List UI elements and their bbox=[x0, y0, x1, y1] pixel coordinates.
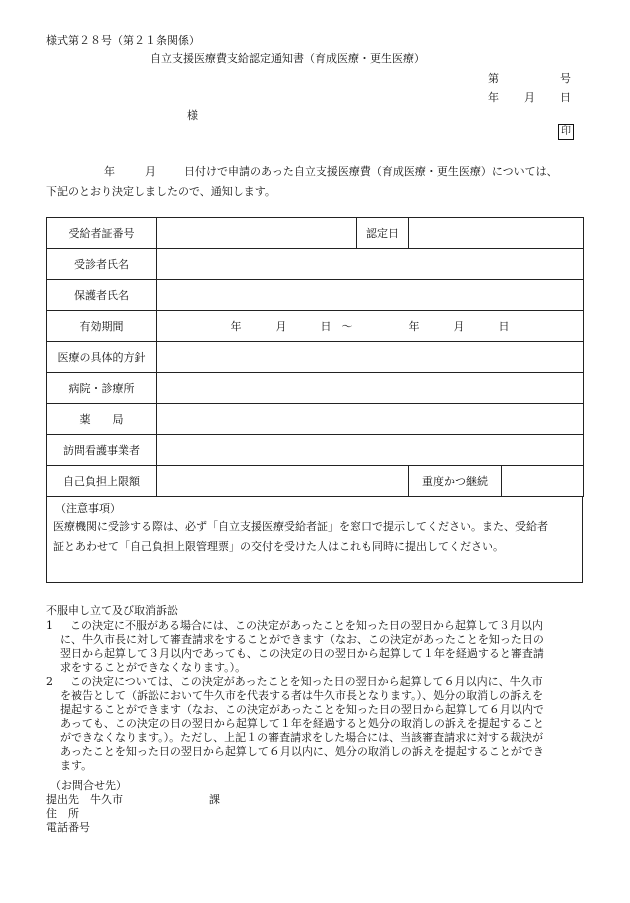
appeal-line: あっても、この決定の日の翌日から起算して１年を経過すると処分の取消しの訴えを提起すること bbox=[60, 717, 544, 730]
period-month-end: 月 bbox=[453, 320, 465, 333]
notice-line: 医療機関に受診する際は、必ず「自立支援医療受給者証」を窓口で提示してください。また、受給者 bbox=[53, 520, 548, 533]
copay-limit-field[interactable] bbox=[157, 466, 409, 497]
pharmacy-label: 薬 局 bbox=[47, 404, 157, 435]
guardian-name-label: 保護者氏名 bbox=[47, 280, 157, 311]
certified-date-label: 認定日 bbox=[357, 218, 409, 249]
intro-line2: 下記のとおり決定しましたので、通知します。 bbox=[46, 185, 276, 198]
treatment-policy-field[interactable] bbox=[157, 342, 584, 373]
appeal-item-number: 1 bbox=[46, 619, 53, 632]
notice-body bbox=[53, 517, 579, 557]
document-title: 自立支援医療費支給認定通知書（育成医療・更生医療） bbox=[150, 52, 425, 65]
form-number: 様式第２８号（第２１条関係） bbox=[46, 34, 200, 47]
notice-box bbox=[46, 496, 583, 583]
appeal-heading: 不服申し立て及び取消訴訟 bbox=[46, 604, 178, 617]
appeal-line: この決定については、この決定があったことを知った日の翌日から起算して６月以内に、牛久市 bbox=[70, 675, 543, 688]
date-label-month: 月 bbox=[524, 91, 535, 104]
appeal-line: あったことを知った日の翌日から起算して６月以内に、処分の取消しの訴えを提起することができ bbox=[60, 745, 544, 758]
patient-name-label: 受診者氏名 bbox=[47, 249, 157, 280]
appeal-line: この決定に不服がある場合には、この決定があったことを知った日の翌日から起算して３月以内 bbox=[70, 619, 543, 632]
appeal-section bbox=[46, 603, 581, 773]
table-row bbox=[47, 466, 584, 497]
patient-name-field[interactable] bbox=[157, 249, 584, 280]
contact-submit-row bbox=[46, 793, 220, 807]
intro-line1: 日付けで申請のあった自立支援医療費（育成医療・更生医療）については、 bbox=[184, 165, 558, 178]
appeal-item-number: 2 bbox=[46, 675, 53, 688]
valid-period-field[interactable] bbox=[157, 311, 584, 342]
period-tilde: ～ bbox=[341, 320, 353, 333]
table-row bbox=[47, 218, 584, 249]
contact-address: 住 所 bbox=[46, 807, 79, 820]
table-row bbox=[47, 404, 584, 435]
period-year-start: 年 bbox=[230, 320, 242, 333]
intro-paragraph bbox=[46, 162, 586, 202]
table-row bbox=[47, 280, 584, 311]
period-day-end: 日 bbox=[498, 320, 510, 333]
certified-date-field[interactable] bbox=[409, 218, 584, 249]
appeal-item-1 bbox=[46, 619, 581, 675]
table-row bbox=[47, 249, 584, 280]
number-label-go: 号 bbox=[560, 72, 571, 85]
table-row bbox=[47, 435, 584, 466]
recipient-number-label: 受給者証番号 bbox=[47, 218, 157, 249]
period-year-end: 年 bbox=[408, 320, 420, 333]
recipient-number-field[interactable] bbox=[157, 218, 357, 249]
copay-limit-label: 自己負担上限額 bbox=[47, 466, 157, 497]
appeal-line: ます。 bbox=[60, 759, 93, 772]
appeal-line: 提起することができます（なお、この決定があったことを知った日の翌日から起算して６月以内で bbox=[60, 703, 544, 716]
seal-stamp: 印 bbox=[558, 124, 574, 140]
contact-phone: 電話番号 bbox=[46, 821, 90, 834]
intro-month: 月 bbox=[145, 165, 156, 178]
appeal-line: を被告として（訴訟において牛久市を代表する者は牛久市長となります。）、処分の取消しの訴えを bbox=[60, 689, 544, 702]
severe-continuous-cell bbox=[409, 466, 584, 497]
contact-section bbox=[46, 779, 220, 835]
appeal-line: 翌日から起算して３月以内であっても、この決定の日の翌日から起算して１年を経過すると審査請 bbox=[60, 647, 544, 660]
notice-line: 証とあわせて「自己負担上限管理票」の交付を受けた人はこれも同時に提出してください。 bbox=[53, 540, 504, 553]
date-label-year: 年 bbox=[488, 91, 499, 104]
period-month-start: 月 bbox=[275, 320, 287, 333]
home-nursing-label: 訪問看護事業者 bbox=[47, 435, 157, 466]
certification-table bbox=[46, 217, 584, 497]
table-row bbox=[47, 373, 584, 404]
appeal-line: ができなくなります。）。ただし、上記１の審査請求をした場合には、当該審査請求に対する裁決が bbox=[60, 731, 544, 744]
contact-section-label: 課 bbox=[209, 793, 220, 806]
addressee-suffix: 様 bbox=[187, 109, 198, 122]
date-label-day: 日 bbox=[560, 91, 571, 104]
intro-year: 年 bbox=[104, 165, 115, 178]
severe-continuous-label: 重度かつ継続 bbox=[409, 466, 502, 496]
period-day-start: 日 bbox=[320, 320, 332, 333]
guardian-name-field[interactable] bbox=[157, 280, 584, 311]
appeal-item-2 bbox=[46, 675, 581, 773]
hospital-label: 病院・診療所 bbox=[47, 373, 157, 404]
treatment-policy-label: 医療の具体的方針 bbox=[47, 342, 157, 373]
home-nursing-field[interactable] bbox=[157, 435, 584, 466]
hospital-field[interactable] bbox=[157, 373, 584, 404]
appeal-line: に、牛久市長に対して審査請求をすることができます（なお、この決定があったことを知った日の bbox=[60, 633, 544, 646]
table-row bbox=[47, 342, 584, 373]
table-row bbox=[47, 311, 584, 342]
contact-heading: （お問合せ先） bbox=[50, 779, 127, 792]
notice-title: （注意事項） bbox=[55, 502, 121, 515]
appeal-line: 求をすることができなくなります。）。 bbox=[60, 661, 247, 674]
number-label-dai: 第 bbox=[488, 72, 499, 85]
pharmacy-field[interactable] bbox=[157, 404, 584, 435]
severe-continuous-field[interactable] bbox=[502, 466, 583, 496]
valid-period-label: 有効期間 bbox=[47, 311, 157, 342]
contact-submit-to: 提出先 牛久市 bbox=[46, 793, 123, 806]
